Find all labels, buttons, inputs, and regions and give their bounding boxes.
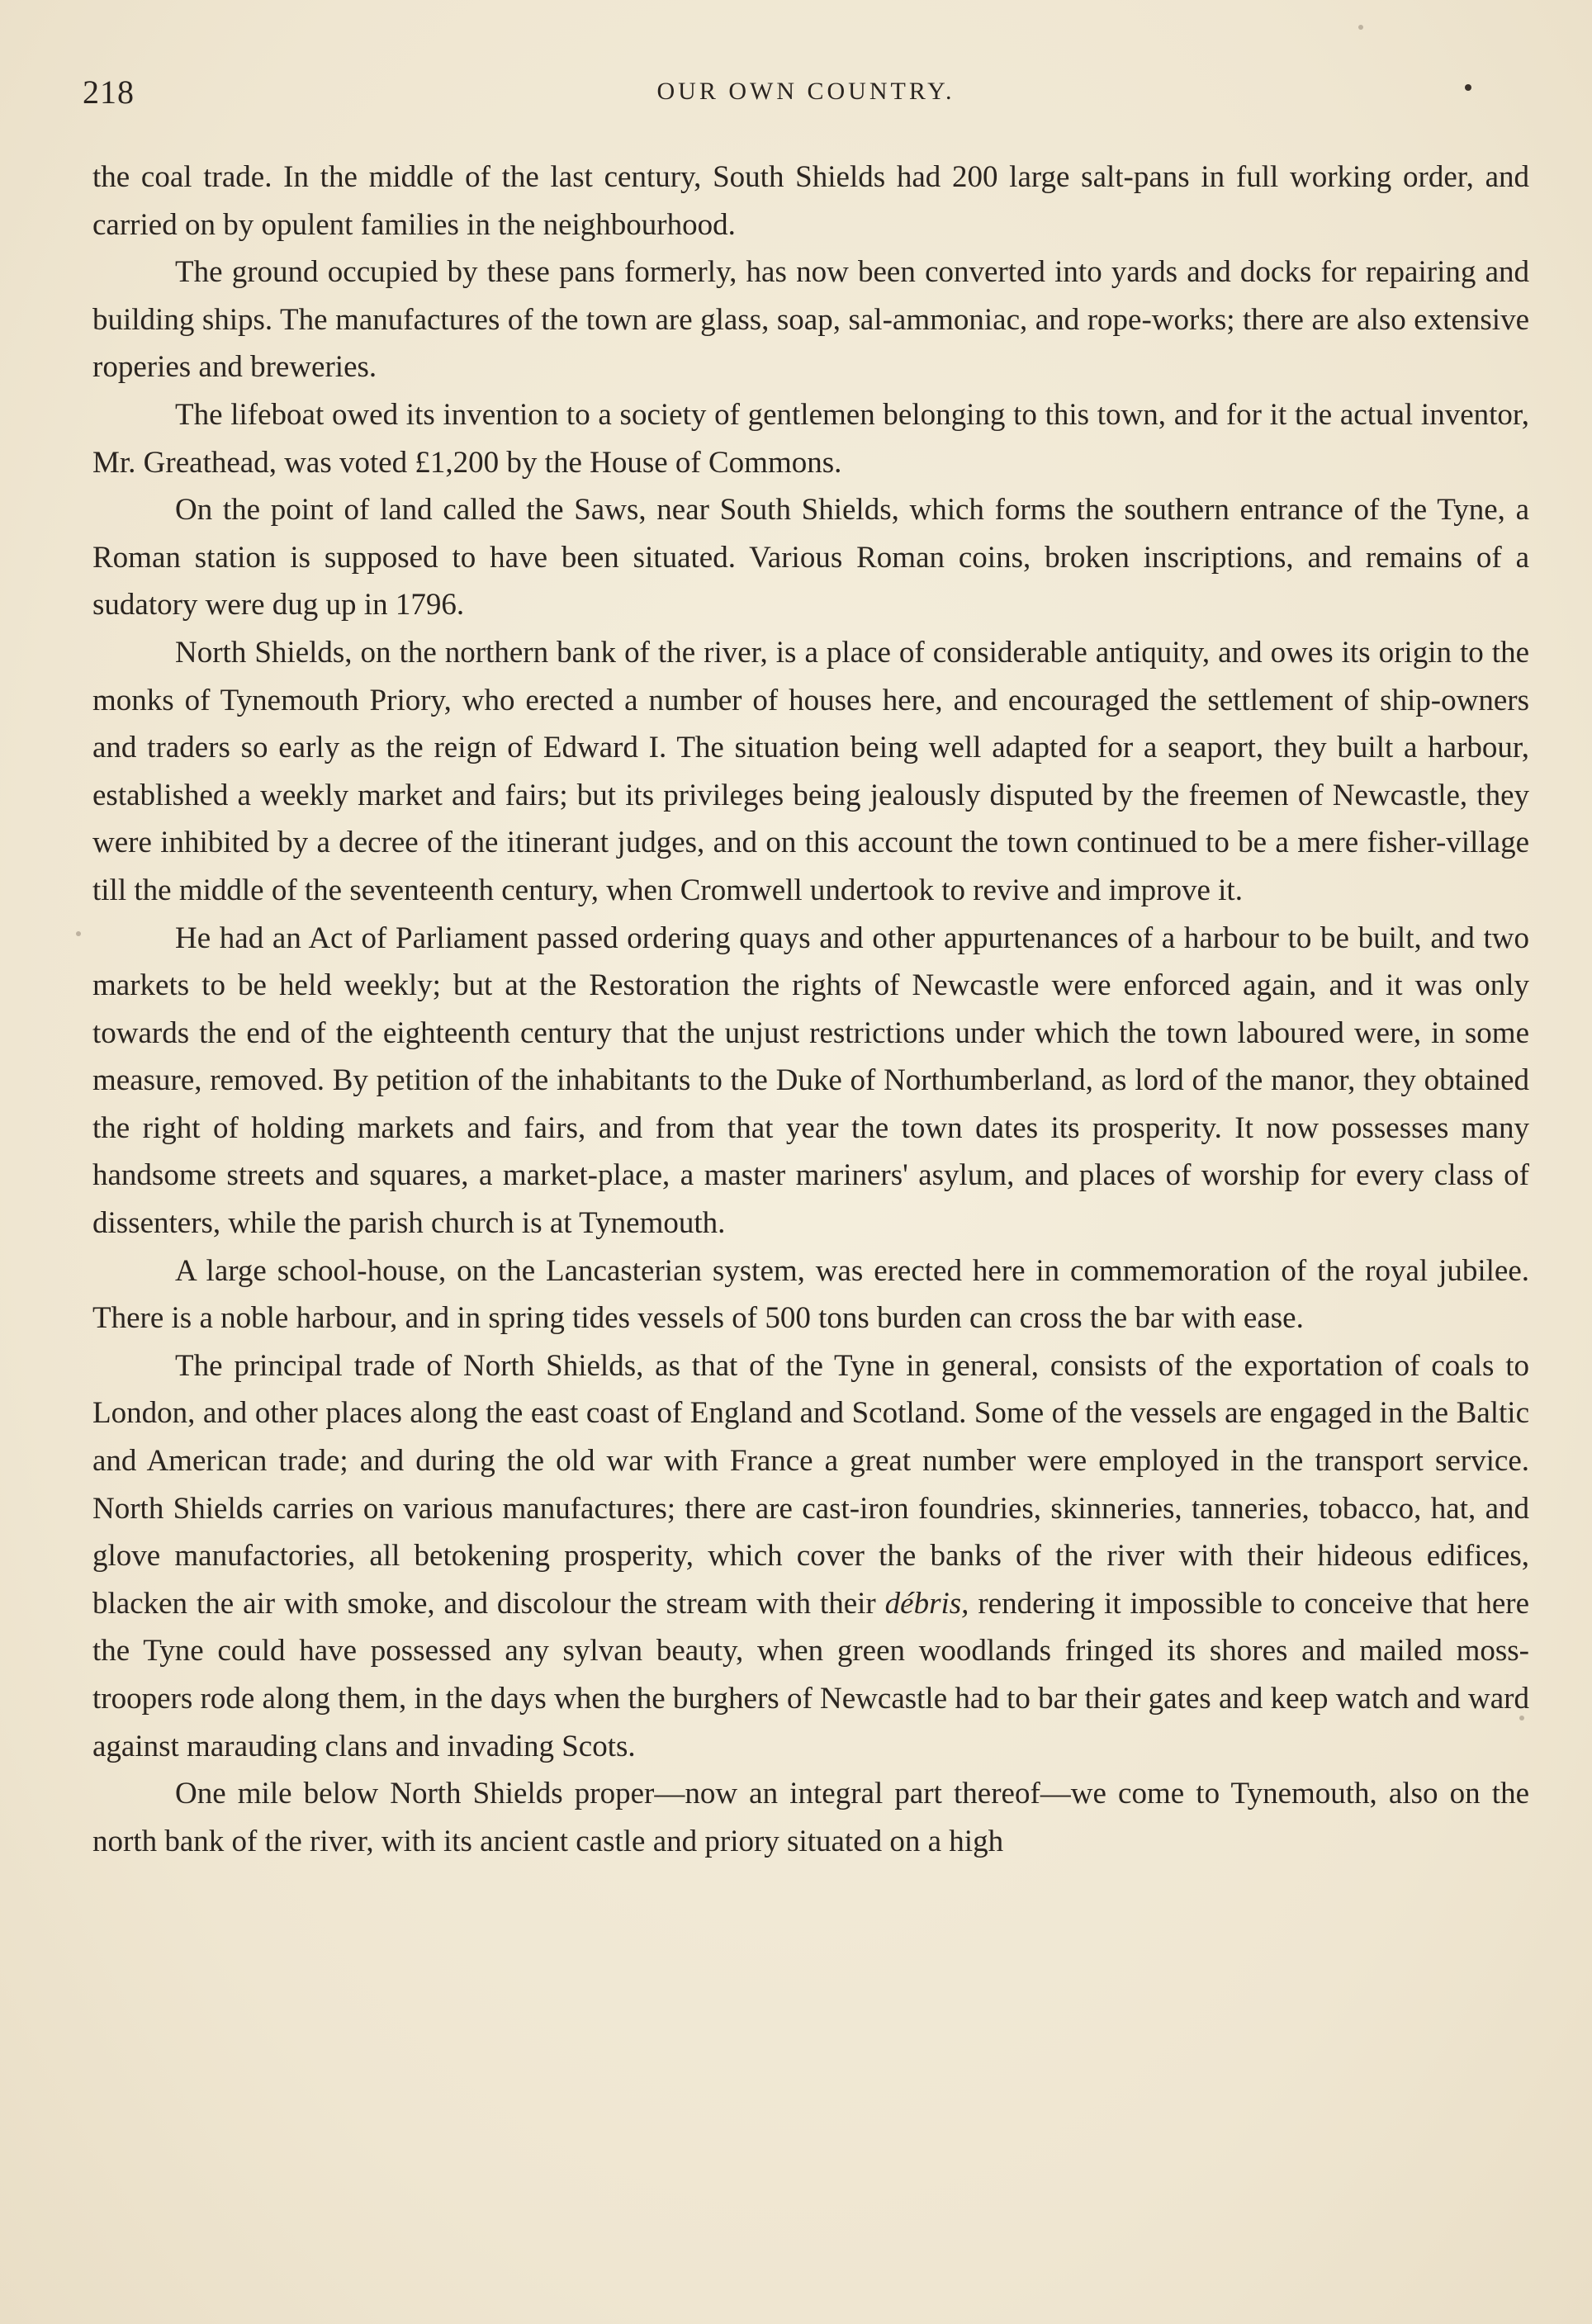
paragraph-1: the coal trade. In the middle of the last century, South Shields had 200 large salt-pans in full working order, and carried on by opulent families in the neighbourhood. bbox=[92, 160, 1529, 242]
paragraph-5: North Shields, on the northern bank of the river, is a place of considerable antiquity, and owes its origin to the monks of Tynemouth Priory, who erected a number of houses here, and encouraged the settlement of ship-owners and traders so early as the reign of Edward I. The situation being well adapted for a seaport, they built a harbour, established a weekly market and fairs; but its privileges being jealously disputed by the freemen of Newcastle, they were inhibited by a decree of the itinerant judges, and on this account the town continued to be a mere fisher-village till the middle of the seventeenth century, when Cromwell undertook to revive and improve it. bbox=[92, 635, 1529, 907]
paragraph-8-text-after: rendering it impossible to conceive that here the Tyne could have possessed any sylvan beauty, when green woodlands fringed its shores and mailed moss-troopers rode along them, in the days when the burghers of Newcastle had to bar their gates and keep watch and ward against marauding clans and invading Scots. bbox=[92, 1586, 1529, 1763]
paragraph-7: A large school-house, on the Lancasterian system, was erected here in commemoration of the royal jubilee. There is a noble harbour, and in spring tides vessels of 500 tons burden can cross the bar with ease. bbox=[92, 1253, 1529, 1336]
paper-speck bbox=[1519, 1716, 1524, 1721]
body-text bbox=[92, 154, 1529, 1865]
paragraph-9: One mile below North Shields proper—now an integral part thereof—we come to Tynemouth, also on the north bank of the river, with its ancient castle and priory situated on a high bbox=[92, 1777, 1529, 1858]
italic-word-debris: débris, bbox=[884, 1586, 969, 1621]
paragraph-4: On the point of land called the Saws, near South Shields, which forms the southern entrance of the Tyne, a Roman station is supposed to have been situated. Various Roman coins, broken inscriptions, and remains of a sudatory were dug up in 1796. bbox=[92, 493, 1529, 622]
paragraph-2: The ground occupied by these pans formerly, has now been converted into yards and docks for repairing and building ships. The manufactures of the town are glass, soap, sal-ammoniac, and rope-works; there are also extensive roperies and breweries. bbox=[92, 255, 1529, 385]
paper-speck bbox=[76, 931, 81, 936]
paragraph-6: He had an Act of Parliament passed ordering quays and other appurtenances of a harbour to be built, and two markets to be held weekly; but at the Restoration the rights of Newcastle were enforced again, and it was only towards the end of the eighteenth century that the unjust restrictions under which the town laboured were, in some measure, removed. By petition of the inhabitants to the Duke of Northumberland, as lord of the manor, they obtained the right of holding markets and fairs, and from that year the town dates its prosperity. It now possesses many handsome streets and squares, a market-place, a master mariners' asylum, and places of worship for every class of dissenters, while the parish church is at Tynemouth. bbox=[92, 921, 1529, 1241]
paper-speck bbox=[1358, 25, 1363, 30]
paragraph-8 bbox=[92, 1342, 1529, 1770]
running-head bbox=[83, 73, 1529, 109]
paragraph-8-text-before: The principal trade of North Shields, as that of the Tyne in general, consists of the exportation of coals to London, and other places along the east coast of England and Scotland. Some of the vessels are engaged in the Baltic and American trade; and during the old war with France a great number were employed in the transport service. North Shields carries on various manufactures; there are cast-iron foundries, skinneries, tanneries, tobacco, hat, and glove manufactories, all betokening prosperity, which cover the banks of the river with their hideous edifices, blacken the air with smoke, and discolour the stream with their bbox=[92, 1348, 1529, 1621]
printer-mark bbox=[1465, 84, 1471, 91]
running-title: OUR OWN COUNTRY. bbox=[656, 78, 955, 105]
paragraph-3: The lifeboat owed its invention to a society of gentlemen belonging to this town, and for it the actual inventor, Mr. Greathead, was voted £1,200 by the House of Commons. bbox=[92, 397, 1529, 480]
page-number: 218 bbox=[83, 73, 135, 111]
